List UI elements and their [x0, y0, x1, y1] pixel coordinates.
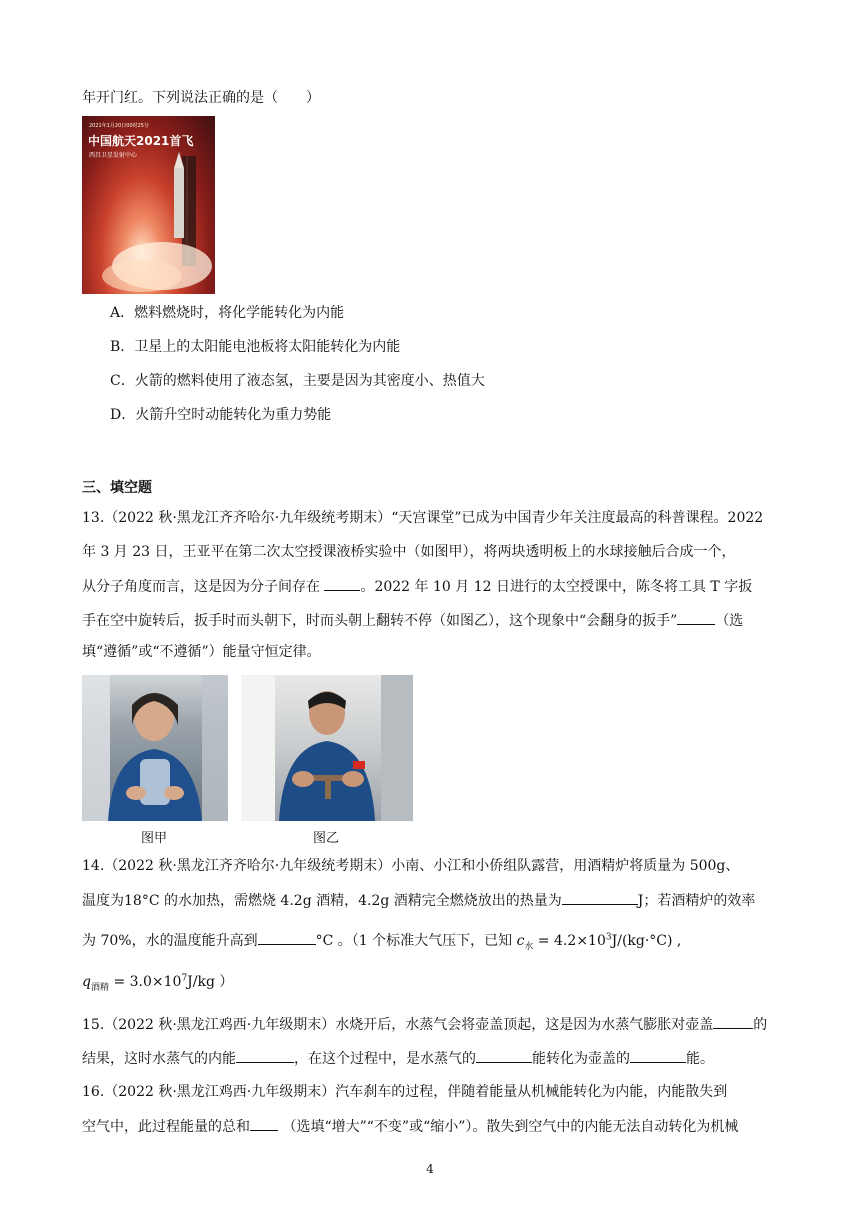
answer-blank-13b[interactable]	[677, 610, 715, 625]
option-c: C．火箭的燃料使用了液态氢，主要是因为其密度小、热值大	[110, 373, 485, 389]
poster-timestamp: 2021年1月20日00时25分	[89, 123, 149, 129]
answer-blank-15a[interactable]	[713, 1014, 753, 1029]
q-subscript: 酒精	[90, 982, 109, 993]
c-symbol: c	[516, 933, 525, 949]
c-unit: J/(kg·°C) ,	[611, 933, 682, 949]
q16-line-2	[82, 1116, 738, 1137]
q14-line-4	[82, 972, 233, 992]
astronaut-figure-yi	[241, 675, 413, 821]
q16-line-2b: （选填“增大”“不变”或“缩小”）。散失到空气中的内能无法自动转化为机械	[278, 1119, 739, 1135]
q15-line-1a: 15.（2022 秋·黑龙江鸡西·九年级期末）水烧开后，水蒸气会将壶盖顶起，这是因为水蒸气膨胀对壶盖	[82, 1017, 714, 1033]
q-value: = 3.0×10	[113, 974, 182, 990]
rocket-illustration	[82, 116, 215, 294]
q15-line-2	[82, 1048, 714, 1069]
caption-yi: 图乙	[313, 831, 340, 846]
q15-line-2a: 结果，这时水蒸气的内能	[82, 1051, 236, 1067]
answer-blank-15b[interactable]	[236, 1048, 294, 1063]
caption-jia: 图甲	[141, 831, 168, 846]
answer-blank-13a[interactable]	[324, 576, 360, 591]
q12-stem-end: 年开门红。下列说法正确的是（ ）	[82, 90, 320, 106]
answer-blank-16a[interactable]	[250, 1116, 278, 1131]
q13-line-4	[82, 610, 743, 631]
q-exponent: 7	[181, 973, 188, 984]
q15-line-1	[82, 1014, 767, 1035]
option-b: B．卫星上的太阳能电池板将太阳能转化为内能	[110, 339, 401, 355]
q13-line-3b: 。2022 年 10 月 12 日进行的太空授课中，陈冬将工具 T 字扳	[360, 579, 753, 595]
q-symbol: q	[82, 974, 91, 990]
option-a: A．燃料燃烧时，将化学能转化为内能	[110, 305, 345, 321]
rocket-body	[174, 168, 184, 238]
answer-blank-15d[interactable]	[630, 1048, 686, 1063]
q-unit: J/kg ）	[187, 974, 234, 990]
figure-yi-photo	[241, 675, 413, 821]
option-d: D．火箭升空时动能转化为重力势能	[110, 407, 332, 423]
rocket-launch-image	[82, 116, 215, 294]
q13-line-5: 填“遵循”或“不遵循”）能量守恒定律。	[82, 644, 321, 660]
q14-line-3	[82, 930, 681, 951]
q15-line-1b: 的	[753, 1017, 768, 1033]
q15-line-2b: ，在这个过程中，是水蒸气的	[294, 1051, 476, 1067]
q13-line-3	[82, 576, 752, 597]
figure-jia-photo	[82, 675, 228, 821]
q13-line-4b: （选	[715, 613, 744, 629]
section-title: 三、填空题	[82, 480, 152, 496]
q14-line-1: 14.（2022 秋·黑龙江齐齐哈尔·九年级统考期末）小南、小江和小侨组队露营，用酒精炉将质量为 500g、	[82, 858, 740, 874]
q14-line-2b: J；若酒精炉的效率	[637, 893, 756, 909]
answer-blank-14b[interactable]	[258, 930, 316, 945]
q14-line-3a: 为 70%，水的温度能升高到	[82, 933, 258, 949]
poster-subtitle: 西昌卫星发射中心	[89, 152, 138, 159]
q14-line-2a: 温度为18°C 的水加热，需燃烧 4.2g 酒精，4.2g 酒精完全燃烧放出的热量为	[82, 893, 562, 909]
q14-line-3b: °C 。（1 个标准大气压下，已知	[315, 933, 513, 949]
q14-line-2	[82, 890, 755, 911]
answer-blank-14a[interactable]	[562, 890, 638, 905]
poster-title: 中国航天2021首飞	[88, 134, 194, 148]
q13-line-2: 年 3 月 23 日，王亚平在第二次太空授课液桥实验中（如图甲），将两块透明板上的水球接触后合成一个，	[82, 544, 736, 560]
q16-line-1: 16.（2022 秋·黑龙江鸡西·九年级期末）汽车刹车的过程，伴随着能量从机械能转化为内能，内能散失到	[82, 1084, 728, 1100]
astronaut-figure-jia	[82, 675, 228, 821]
q13-line-1: 13.（2022 秋·黑龙江齐齐哈尔·九年级统考期末）“天宫课堂”已成为中国青少年关注度最高的科普课程。2022	[82, 510, 764, 526]
c-subscript: 水	[524, 941, 534, 952]
q15-line-2d: 能。	[686, 1051, 714, 1067]
c-value: = 4.2×10	[537, 933, 606, 949]
q15-line-2c: 能转化为壶盖的	[532, 1051, 630, 1067]
q13-line-3a: 从分子角度而言，这是因为分子间存在	[82, 579, 325, 595]
q16-line-2a: 空气中，此过程能量的总和	[82, 1119, 250, 1135]
answer-blank-15c[interactable]	[476, 1048, 532, 1063]
page-number: 4	[426, 1162, 434, 1176]
c-exponent: 3	[605, 932, 612, 943]
q13-line-4a: 手在空中旋转后，扳手时而头朝下，时而头朝上翻转不停（如图乙），这个现象中“会翻身的扳手”	[82, 613, 678, 629]
